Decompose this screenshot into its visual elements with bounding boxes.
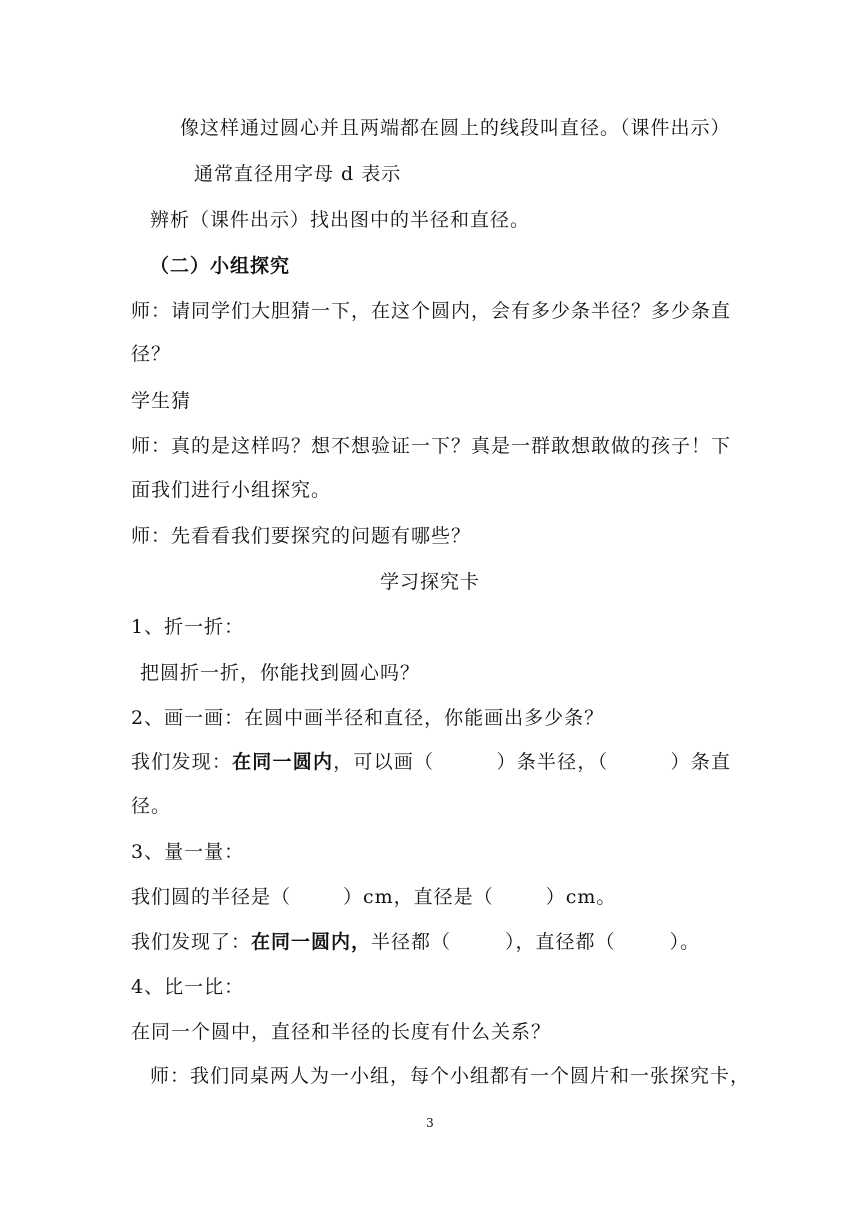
- section-heading-group-explore: （二）小组探究: [150, 255, 291, 277]
- measure-prefix: 我们圆的半径是（: [131, 886, 292, 908]
- step-fold-heading: 1、折一折：: [131, 616, 245, 638]
- step-fold-text: 把圆折一折，你能找到圆心吗？: [140, 662, 421, 684]
- paragraph-discrimination: 辨析（课件出示）找出图中的半径和直径。: [150, 209, 531, 231]
- finding-measure-mid: 半径都（: [371, 931, 452, 953]
- finding-draw-cont: 径。: [131, 795, 172, 817]
- paragraph-teacher-guess: 师：请同学们大胆猜一下，在这个圆内，会有多少条半径？多少条直: [131, 300, 732, 322]
- paragraph-teacher-verify: 师：真的是这样吗？想不想验证一下？真是一群敢想敢做的孩子！下: [131, 435, 732, 457]
- step-draw-text: 2、画一画：在圆中画半径和直径，你能画出多少条？: [131, 707, 605, 729]
- paragraph-diameter-letter: 通常直径用字母 d 表示: [194, 163, 402, 185]
- finding-measure-suffix: ）。: [669, 931, 701, 953]
- page-number: 3: [426, 1116, 434, 1130]
- finding-draw-prefix: 我们发现：: [131, 751, 233, 773]
- finding-draw-emphasis: 在同一圆内: [232, 751, 334, 773]
- paragraph-teacher-groups: 师：我们同桌两人为一小组，每个小组都有一个圆片和一张探究卡，: [150, 1065, 751, 1087]
- paragraph-diameter-definition: 像这样通过圆心并且两端都在圆上的线段叫直径。（课件出示）: [180, 117, 731, 139]
- finding-measure-mid2: ），直径都（: [505, 931, 616, 953]
- finding-draw-mid2: ）条半径，（: [496, 751, 609, 773]
- finding-measure-emphasis: 在同一圆内，: [251, 931, 372, 953]
- finding-draw-mid: ，可以画（: [333, 751, 435, 773]
- finding-measure: [131, 930, 700, 954]
- paragraph-students-guess: 学生猜: [131, 390, 192, 412]
- finding-draw: [131, 750, 731, 774]
- measure-text: [131, 885, 616, 909]
- finding-measure-prefix: 我们发现了：: [131, 931, 252, 953]
- paragraph-teacher-verify-cont: 面我们进行小组探究。: [131, 479, 332, 501]
- measure-mid: ）cm，直径是（: [343, 886, 494, 908]
- step-compare-heading: 4、比一比：: [131, 976, 245, 998]
- step-compare-text: 在同一个圆中，直径和半径的长度有什么关系？: [131, 1021, 552, 1043]
- paragraph-teacher-guess-cont: 径？: [131, 343, 172, 365]
- measure-suffix: ）cm。: [545, 886, 617, 908]
- finding-draw-suffix: ）条直: [670, 751, 731, 773]
- card-title: 学习探究卡: [380, 571, 481, 593]
- step-measure-heading: 3、量一量：: [131, 841, 245, 863]
- paragraph-teacher-questions: 师：先看看我们要探究的问题有哪些？: [131, 525, 472, 547]
